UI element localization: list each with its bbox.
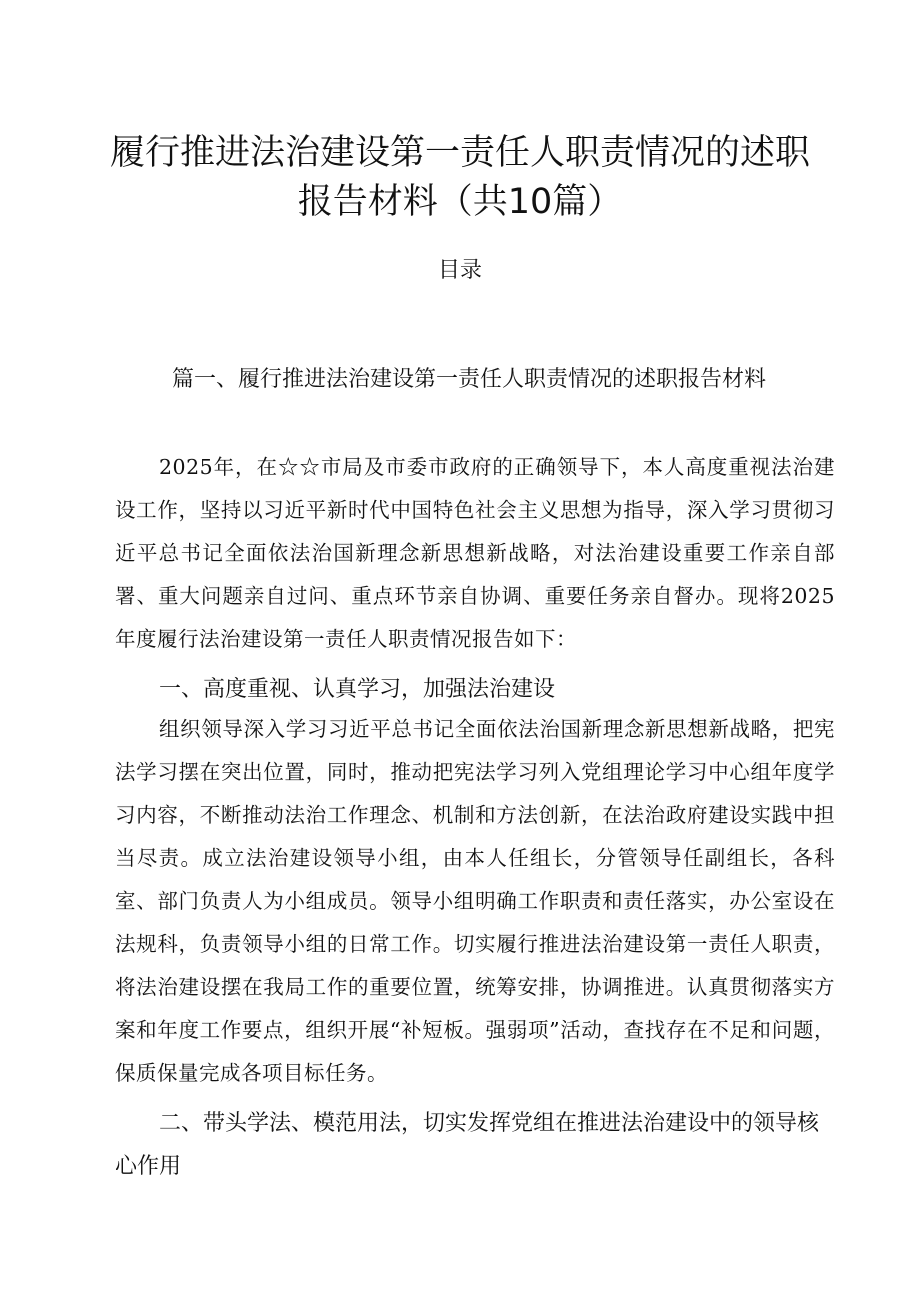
document-title-line-2: 报告材料（共10篇） <box>297 182 623 222</box>
body-paragraph-intro: 2025年，在☆☆市局及市委市政府的正确领导下，本人高度重视法治建设工作，坚持以习近平新时代中国特色社会主义思想为指导，深入学习贯彻习近平总书记全面依法治国新理念新思想新战略，对法治建设重要工作亲自部署、重大问题亲自过问、重点环节亲自协调、重要任务亲自督办。现将2025年度履行法治建设第一责任人职责情况报告如下： <box>115 455 835 651</box>
section-heading-1: 一、高度重视、认真学习，加强法治建设 <box>159 677 556 702</box>
body-paragraph-section-1: 组织领导深入学习习近平总书记全面依法治国新理念新思想新战略，把宪法学习摆在突出位置，同时，推动把宪法学习列入党组理论学习中心组年度学习内容，不断推动法治工作理念、机制和方法创新，在法治政府建设实践中担当尽责。成立法治建设领导小组，由本人任组长，分管领导任副组长，各科室、部门负责人为小组成员。领导小组明确工作职责和责任落实，办公室设在法规科，负责领导小组的日常工作。切实履行推进法治建设第一责任人职责，将法治建设摆在我局工作的重要位置，统筹安排，协调推进。认真贯彻落实方案和年度工作要点，组织开展“补短板。强弱项”活动，查找存在不足和问题，保质保量完成各项目标任务。 <box>115 717 835 1085</box>
document-title-line-1: 履行推进法治建设第一责任人职责情况的述职 <box>109 133 810 173</box>
toc-item: 篇一、履行推进法治建设第一责任人职责情况的述职报告材料 <box>172 367 767 392</box>
toc-heading: 目录 <box>437 258 482 283</box>
section-heading-2: 二、带头学法、模范用法，切实发挥党组在推进法治建设中的领导核心作用 <box>115 1111 820 1179</box>
